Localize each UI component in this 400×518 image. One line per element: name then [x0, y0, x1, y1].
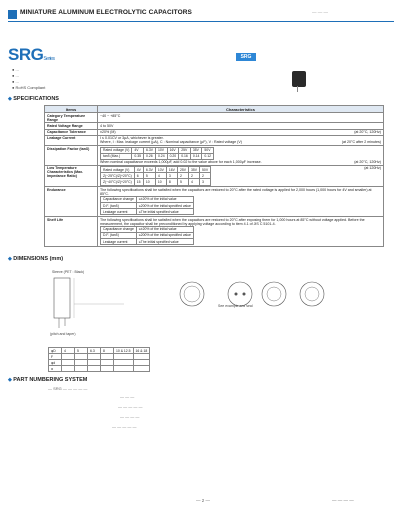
section-specifications: ◆ SPECIFICATIONS: [8, 96, 59, 102]
dimension-table: φD 4 5 6.3 8 10 & 12.5 16 & 18 F φd α: [48, 347, 150, 372]
row-leakage: Leakage Current I ≤ 0.01CV or 3μA, whichever is greater. Where, I : Max. leakage current (μA), C : Nominal capacitance (μF), V : Rated voltage (V) (at 20°C after 2 minutes): [45, 135, 384, 145]
bottom-view-2-inner: [267, 287, 281, 301]
section-part-numbering: ◆ PART NUMBERING SYSTEM: [8, 377, 87, 383]
row-voltage: Rated Voltage Range 4 to 50V: [45, 123, 384, 129]
pn-line-3: — — — — —: [118, 404, 143, 409]
row-temp: Category Temperature Range −40 ~ +85°C: [45, 113, 384, 123]
bottom-view-1-lead-a: [235, 293, 238, 296]
row-tolerance: Capacitance Tolerance ±20% (M) (at 20°C, 120Hz): [45, 129, 384, 135]
dim-note: See example and seal: [218, 304, 253, 308]
feature-1: ● ...: [12, 67, 19, 72]
pn-line-2: — — —: [120, 394, 135, 399]
series-suffix: Series: [43, 56, 55, 62]
row-low-temp: Low Temperature Characteristics (Max. Impedance Ratio) Rated voltage (V) 4V 6.3V 10V 16V 25V 35V 50V Z(−25°C)/Z(+20°C) 6 5 4 3 2 2 2 Z(−40°C)/Z(+20°C) 15 10 10 8 5 4 3 (at 120Hz): [45, 165, 384, 187]
pn-line-1: — SRG — — — — —: [48, 386, 88, 391]
col-characteristics: Characteristics: [98, 106, 384, 113]
dim-sleeve-label: Sleeve (PET : Black): [52, 270, 85, 274]
spec-table: [44, 105, 384, 247]
series-badge: SRG: [236, 53, 256, 61]
footer-right: — — — —: [332, 498, 354, 503]
feature-2: ● ...: [12, 73, 19, 78]
bottom-view-3-inner: [305, 287, 319, 301]
pn-line-4: — — — —: [120, 414, 140, 419]
header-right-text: — — —: [312, 10, 329, 15]
bottom-view-2-outer: [262, 282, 286, 306]
bottom-view-1-lead-b: [243, 293, 246, 296]
top-view-outer: [180, 282, 204, 306]
top-view-inner: [184, 286, 200, 302]
capacitor-body-side: [54, 278, 70, 318]
header-title: MINIATURE ALUMINUM ELECTROLYTIC CAPACITORS: [20, 9, 192, 16]
bottom-view-1-outer: [228, 282, 252, 306]
low-temp-inner-table: Rated voltage (V) 4V 6.3V 10V 16V 25V 35V 50V Z(−25°C)/Z(+20°C) 6 5 4 3 2 2 2 Z(−40°C)/Z(+20°C) 15 10 10 8 5 4 3: [100, 166, 211, 186]
feature-3: ● ...: [12, 79, 19, 84]
feature-rohs: ● RoHS Compliant: [12, 85, 46, 90]
capacitor-lead: [297, 86, 298, 92]
row-shelf-life: Shelf Life The following specifications shall be satisfied when the capacitors are restored to 20°C after exposing them for 1,000 hours at 85°C without voltage applied. Before the measurement, the capacitor shall be preconditioned by applying voltage according to item 4.1 of JIS C 5101-4. Capacitance change ≤±20% of the initial value D.F. (tanδ) ≤200% of the initial specified value Leakage current ≤The initial specified value: [45, 217, 384, 247]
series-title: SRGSeries: [8, 45, 55, 64]
col-items: Items: [45, 106, 98, 113]
row-endurance: Endurance The following specifications shall be satisfied when the capacitors are restored to 20°C after the rated voltage is applied for 2,000 hours (1,000 hours for 4V and smaller) at 85°C. Capacitance change ≤±20% of the initial value D.F. (tanδ) ≤200% of the initial specified value Leakage current ≤The initial specified value: [45, 187, 384, 217]
endurance-inner-table: Capacitance change ≤±20% of the initial value D.F. (tanδ) ≤200% of the initial specified value Leakage current ≤The initial specified value: [100, 196, 194, 216]
dissipation-inner-table: Rated voltage (V) 4V 6.3V 10V 16V 25V 35V 50V tanδ (Max.) 0.35 0.26 0.24 0.20 0.16 0.14 0.12: [100, 147, 214, 160]
brand-logo: [8, 10, 17, 19]
section-dimensions: ◆ DIMENSIONS (mm): [8, 256, 63, 262]
dimension-drawing: [44, 264, 384, 344]
shelf-inner-table: Capacitance change ≤±20% of the initial value D.F. (tanδ) ≤200% of the initial specified value Leakage current ≤The initial specified value: [100, 226, 194, 246]
row-dissipation: Dissipation Factor (tanδ) Rated voltage (V) 4V 6.3V 10V 16V 25V 35V 50V tanδ (Max.) 0.35 0.26 0.24 0.20 0.16 0.14 0.12 When nominal capacitance exceeds 1,000μF, add 0.02 to the value above for each 1,000μF increase. (at 20°C, 120Hz): [45, 145, 384, 165]
dim-pitch-label: (pitch and taper): [50, 332, 76, 336]
page-number: — 2 —: [196, 498, 211, 503]
pn-line-5: — — — — —: [112, 424, 137, 429]
capacitor-image: [292, 71, 306, 87]
bottom-view-3-outer: [300, 282, 324, 306]
header-rule: [8, 21, 394, 22]
